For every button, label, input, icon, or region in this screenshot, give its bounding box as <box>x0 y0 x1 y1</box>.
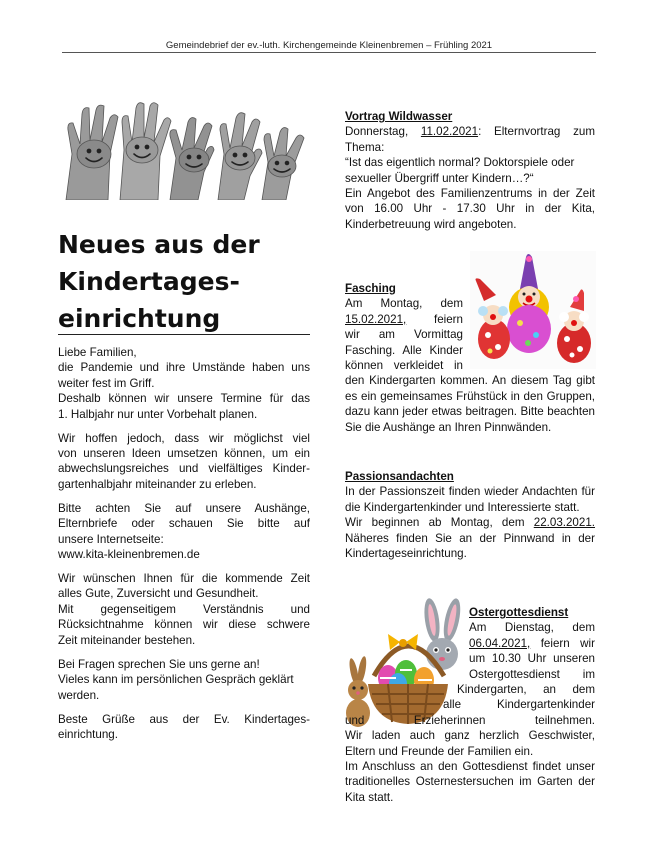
body-text: den Kindergarten kommen. An diesem Tag gibt es ein gemeinsames Frühstück in den Gruppen, dazu kann jeder etwas beitragen. Bitte beachten Sie die Aushänge an Ihren Pinnwänden. <box>345 374 595 434</box>
body-text: Näheres finden Sie an der Pinnwand in der Kindertageseinrichtung. <box>345 531 595 561</box>
text-line: Am Montag, dem <box>345 297 463 311</box>
text-line: Elternbriefe oder schauen Sie bitte auf <box>58 517 310 531</box>
wrapped-intro <box>443 697 595 712</box>
text-line: und Erzieherinnen teilnehmen. <box>345 713 595 727</box>
title-line: einrichtung <box>58 304 221 333</box>
title-rule <box>58 334 310 335</box>
event-date: 06.04.2021, <box>469 636 531 650</box>
section-heading: Passionsandachten <box>345 470 454 483</box>
paragraph <box>58 501 310 563</box>
text-line: Mit gegenseitigem Verständnis und <box>58 602 310 616</box>
left-column <box>58 345 310 751</box>
event-date: 22.03.2021. <box>533 516 595 530</box>
section-vortrag <box>345 109 595 232</box>
header-rule <box>62 52 596 53</box>
text-line: Bei Fragen sprechen Sie uns gerne an! <box>58 657 260 671</box>
text-line: abwechslungsreiches und vielfältiges Kinder- <box>58 462 310 476</box>
text-line: Am Dienstag, dem <box>469 621 595 635</box>
text-line: Liebe Familien, <box>58 346 137 359</box>
section-heading: Ostergottesdienst <box>469 606 569 619</box>
paragraph <box>58 431 310 493</box>
paragraph <box>58 345 310 422</box>
text-line: weiter fest im Griff. <box>58 376 155 390</box>
paragraph <box>58 657 310 703</box>
title-line: Neues aus der <box>58 230 260 259</box>
text-line: gartenhalbjahr miteinander zu erleben. <box>58 477 257 491</box>
text-line: einrichtung. <box>58 727 118 741</box>
website-link[interactable]: www.kita-kleinenbremen.de <box>58 548 200 562</box>
text-line: Vieles kann im persönlichen Gespräch geklärt <box>58 673 294 687</box>
text-line: Zeit miteinander bestehen. <box>58 633 196 647</box>
text-line: 15.02.2021, feiern <box>345 312 463 326</box>
section-fasching <box>345 281 595 435</box>
section-heading: Vortrag Wildwasser <box>345 110 453 123</box>
body-text: Wir laden auch ganz herzlich Geschwister, Eltern und Freunde der Familien ein. <box>345 729 595 758</box>
wrapped-intro <box>345 296 463 373</box>
text-line: Kindergarten, an dem <box>457 683 595 697</box>
section-heading: Fasching <box>345 282 396 295</box>
page-header: Gemeindebrief der ev.-luth. Kirchengemeinde Kleinenbremen – Frühling 2021 <box>165 40 493 51</box>
day-text: Donnerstag, <box>345 125 409 139</box>
text-line: Deshalb können wir unsere Termine für das <box>58 392 310 406</box>
section-ostern <box>345 605 595 805</box>
text-line: von unseren Ideen umsetzen können, um ein <box>58 447 310 461</box>
text-line: können verkleidet in <box>345 359 463 373</box>
body-text: In der Passionszeit finden wieder Andachten für die Kindergartenkinder und Interessierte statt. <box>345 485 595 514</box>
event-description: : Elternvortrag zum Thema: <box>345 125 595 154</box>
event-date: 15.02.2021, <box>345 312 407 326</box>
text-line: Beste Grüße aus der Ev. Kindertages- <box>58 712 310 726</box>
text-line: unsere Internetseite: <box>58 532 164 546</box>
wrapped-intro <box>469 605 595 682</box>
text-line: 06.04.2021, feiern wir <box>469 636 595 650</box>
event-text <box>345 124 595 155</box>
section-passion <box>345 469 595 561</box>
body-text: Im Anschluss an den Gottesdienst findet unser traditionelles Osternestersuchen im Garten der Kita statt. <box>345 760 595 804</box>
text-line: alle Kindergartenkinder <box>443 698 595 712</box>
text-line: wir am Vormittag <box>345 328 463 342</box>
text-line: Rücksichtnahme können wir diese schwere <box>58 618 310 632</box>
text-line: alles Gute, Zuversicht und Gesundheit. <box>58 587 259 601</box>
text-line: Bitte achten Sie auf unsere Aushänge, <box>58 501 310 515</box>
text-line: Wir wünschen Ihnen für die kommende Zeit <box>58 572 310 586</box>
paragraph <box>58 712 310 743</box>
paragraph <box>58 571 310 648</box>
wrapped-intro <box>457 682 595 697</box>
quote-text: “Ist das eigentlich normal? Doktorspiele oder sexueller Übergriff unter Kindern…?“ <box>345 156 575 185</box>
article-title <box>58 226 308 337</box>
event-text: Wir beginnen ab Montag, dem 22.03.2021. <box>345 516 595 530</box>
body-text: Ein Angebot des Familienzentrums in der Zeit von 16.00 Uhr - 17.30 Uhr in der Kita, Kinderbetreuung wird angeboten. <box>345 187 595 231</box>
text-line: Ostergottesdienst im <box>469 667 595 681</box>
text-line: die Pandemie und ihre Umstände haben uns <box>58 361 310 375</box>
title-line: Kindertages- <box>58 267 240 296</box>
text-line: 1. Halbjahr nur unter Vorbehalt planen. <box>58 407 258 421</box>
text-line: Wir hoffen jedoch, dass wir möglichst viel <box>58 431 310 445</box>
text-line: werden. <box>58 688 100 702</box>
event-date: 11.02.2021 <box>420 125 479 139</box>
text-line: um 10.30 Uhr unseren <box>469 652 595 666</box>
text-line: Fasching. Alle Kinder <box>345 343 463 357</box>
painted-hands-image <box>58 92 308 200</box>
